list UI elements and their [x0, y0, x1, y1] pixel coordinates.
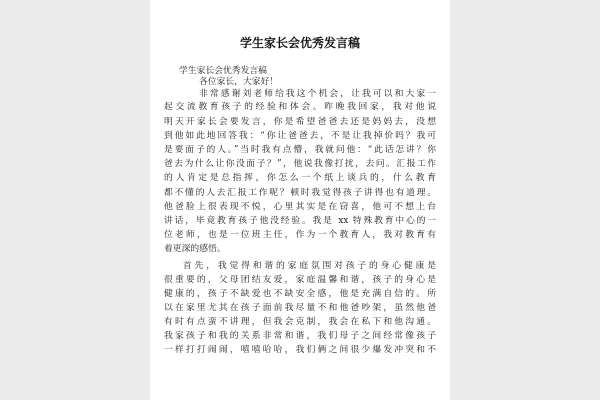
- text-line: 很重要的，父母团结友爱，家庭温馨和谐，孩子的身心是: [164, 275, 436, 285]
- text-line: 非常感谢刘老师给我这个机会，让我可以和大家一: [199, 89, 436, 99]
- text-line: 起交流教育孩子的经验和体会。昨晚我回家，我对他说: [164, 102, 436, 112]
- text-line: 健康的，孩子不缺爱也不缺安全感，他是充满自信的。所: [164, 289, 436, 299]
- text-line: 一样打打闹闹，嘻嘻哈哈，我们俩之间很少爆发冲突和不: [164, 345, 436, 355]
- text-line: 他爸脸上很表现不悦，心里其实是在窃喜，他可不想上台: [164, 202, 436, 212]
- text-line: 以在家里尤其在孩子面前我尽量不和他爸吵架，虽然他爸: [164, 303, 436, 313]
- text-line: 我家孩子和我的关系非常和谐，我们母子之间经常像孩子: [164, 331, 436, 341]
- text-line: 首先，我觉得和谐的家庭氛围对孩子的身心健康是: [183, 261, 436, 271]
- text-line: 各位家长，大家好！: [199, 77, 279, 87]
- text-line: 有时有点蛮不讲理，但我会克制，我会在私下和他沟通。: [164, 317, 436, 327]
- text-line: 讲话，毕竟教育孩子他没经验。我是 xx 特殊教育中心的一: [164, 216, 436, 226]
- text-line: 学生家长会优秀发言稿: [179, 66, 267, 76]
- text-line: 都不懂的人去汇报工作呢？顿时我觉得孩子讲得也有道理。: [164, 188, 436, 198]
- text-line: 爸去为什么让你没面子？”，他说我像打扰，去问。汇报工作: [164, 159, 436, 169]
- text-line: 到他如此地回答我：“你让爸爸去，不是让我掉价吗？我可: [164, 131, 436, 141]
- document-page: [150, 0, 450, 400]
- text-line: 着更深的感悟。: [164, 244, 226, 254]
- document-title: 学生家长会优秀发言稿: [239, 36, 360, 50]
- text-line: 是要面子的人。”当时我有点懵，我就问他：“此话怎讲？你: [164, 145, 436, 155]
- text-line: 的人肯定是总指挥，你怎么一个纸上谈兵的，什么教育: [164, 173, 436, 183]
- text-line: 明天开家长会要发言，你是希望爸爸去还是妈妈去，没想: [164, 117, 436, 127]
- text-line: 位老师，也是一位班主任，作为一个教育人，我对教育有: [164, 230, 436, 240]
